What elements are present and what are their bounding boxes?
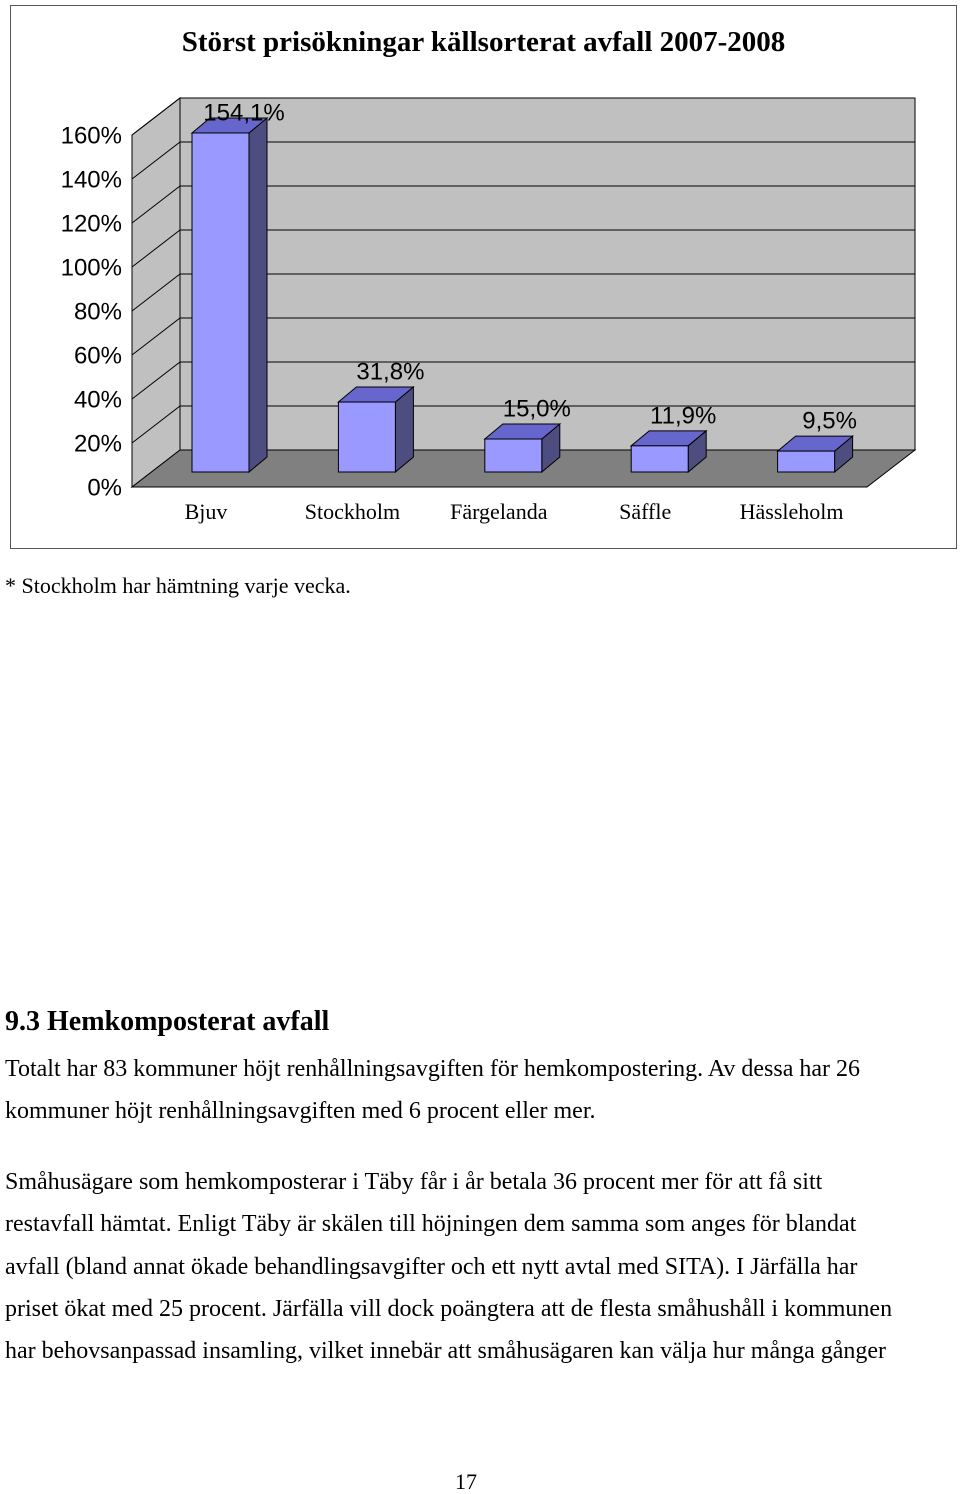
paragraph-line: kommuner höjt renhållningsavgiften med 6 procent eller mer. — [5, 1098, 596, 1124]
data-label: 31,8% — [356, 358, 425, 386]
y-tick-label: 140% — [60, 166, 122, 194]
y-tick-label: 160% — [60, 122, 122, 150]
data-label: 15,0% — [502, 395, 571, 423]
chart-title: Störst prisökningar källsorterat avfall 2007-2008 — [181, 26, 786, 58]
y-tick-label: 0% — [87, 474, 122, 502]
x-tick-label: Bjuv — [184, 499, 228, 524]
y-tick-label: 120% — [60, 210, 122, 238]
chart-footnote: * Stockholm har hämtning varje vecka. — [5, 573, 351, 598]
x-tick-label: Stockholm — [304, 499, 401, 524]
bar-f-rgelanda — [485, 439, 542, 472]
y-tick-label: 80% — [73, 298, 122, 326]
bar-h-ssleholm — [778, 451, 835, 472]
y-tick-label: 40% — [73, 386, 122, 414]
data-label: 154,1% — [203, 99, 285, 127]
y-tick-label: 60% — [73, 342, 122, 370]
section-heading: 9.3 Hemkomposterat avfall — [5, 1006, 330, 1037]
bar-chart — [0, 0, 960, 560]
bar-s-ffle — [631, 446, 688, 472]
bar-stockholm — [338, 402, 395, 472]
paragraph-line: har behovsanpassad insamling, vilket innebär att småhusägaren kan välja hur många gånger — [5, 1338, 887, 1364]
x-tick-label: Säffle — [619, 499, 672, 524]
data-label: 9,5% — [802, 407, 857, 435]
data-label: 11,9% — [650, 402, 717, 430]
bar-bjuv — [192, 133, 249, 472]
paragraph-line: restavfall hämtat. Enligt Täby är skälen till höjningen dem samma som anges för blandat — [5, 1211, 857, 1237]
paragraph-line: Småhusägare som hemkomposterar i Täby får i år betala 36 procent mer för att få sitt — [5, 1169, 823, 1195]
page-number: 17 — [455, 1469, 477, 1494]
y-tick-label: 20% — [73, 430, 122, 458]
paragraph-line: Totalt har 83 kommuner höjt renhållningsavgiften för hemkompostering. Av dessa har 26 — [5, 1056, 861, 1082]
paragraph-line: avfall (bland annat ökade behandlingsavgifter och ett nytt avtal med SITA). I Järfälla har — [5, 1254, 858, 1280]
x-tick-label: Färgelanda — [450, 499, 548, 524]
paragraph-line: priset ökat med 25 procent. Järfälla vill dock poängtera att de flesta småhushåll i kommunen — [5, 1296, 893, 1322]
x-tick-label: Hässleholm — [739, 499, 844, 524]
y-tick-label: 100% — [60, 254, 122, 282]
bar-side-bjuv — [249, 118, 267, 472]
